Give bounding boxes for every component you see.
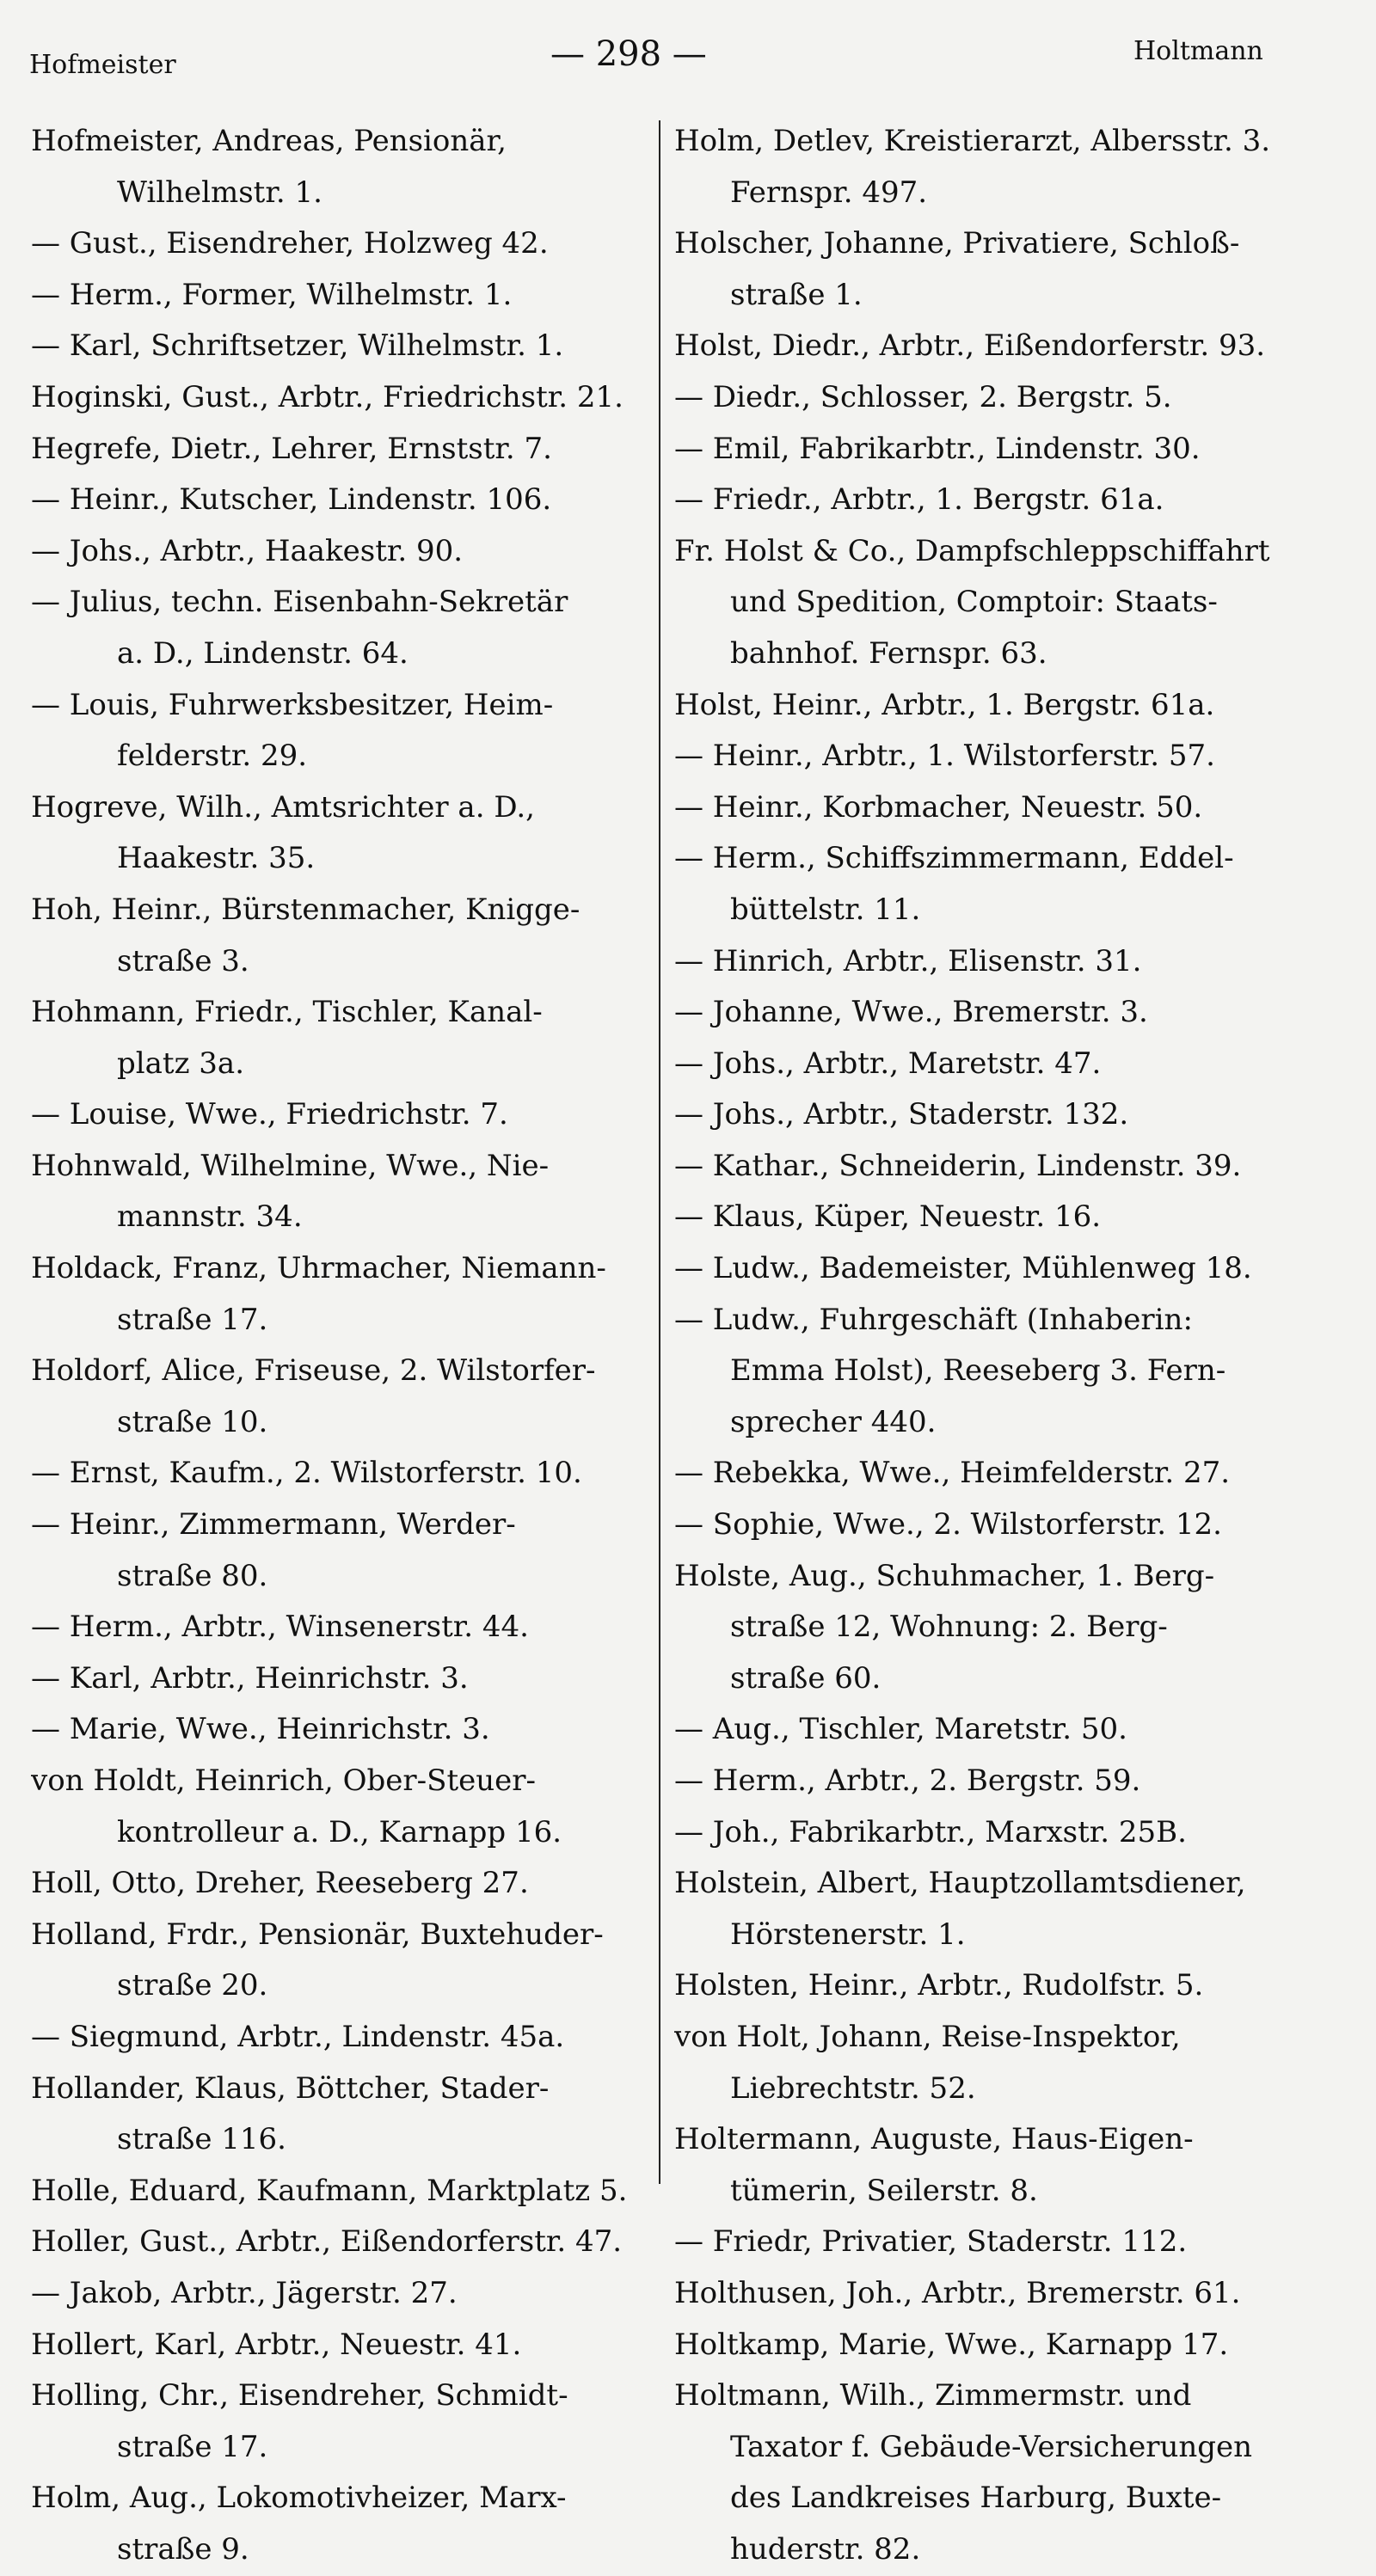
- entry-text: — Herm., Schiffszimmermann, Eddel-: [674, 841, 1234, 876]
- directory-entry: [674, 1551, 1354, 1705]
- entry-line: [674, 936, 1354, 988]
- directory-entry: [674, 2012, 1354, 2114]
- directory-entry: [674, 218, 1354, 321]
- directory-entry: [31, 1602, 663, 1653]
- entry-text: Holste, Aug., Schuhmacher, 1. Berg-: [674, 1558, 1215, 1593]
- entry-line: [31, 2320, 663, 2371]
- directory-entry: [674, 1295, 1354, 1449]
- entry-continuation-line: [674, 2473, 1354, 2524]
- entry-line: [674, 1500, 1354, 1551]
- entry-text: — Louise, Wwe., Friedrichstr. 7.: [31, 1097, 508, 1132]
- entry-text: Holtermann, Auguste, Haus-Eigen-: [674, 2122, 1194, 2157]
- directory-entry: [31, 2012, 663, 2064]
- right-column: [674, 116, 1354, 2576]
- entry-continuation-line: [31, 629, 663, 680]
- entry-continuation-line: [674, 1346, 1354, 1397]
- entry-text: — Herm., Former, Wilhelmstr. 1.: [31, 277, 513, 312]
- directory-entry: [31, 2217, 663, 2268]
- directory-entry: [674, 833, 1354, 935]
- entry-continuation-line: [674, 2064, 1354, 2115]
- entry-text: von Holt, Johann, Reise-Inspektor,: [674, 2019, 1181, 2054]
- entry-text: Hogreve, Wilh., Amtsrichter a. D.,: [31, 789, 535, 825]
- entry-continuation-line: [31, 2422, 663, 2474]
- directory-entry: [674, 1089, 1354, 1141]
- directory-entry: [674, 2371, 1354, 2575]
- page-number: — 298 —: [550, 34, 707, 74]
- directory-entry: [31, 1243, 663, 1346]
- directory-entry: [31, 987, 663, 1089]
- entry-text: — Sophie, Wwe., 2. Wilstorferstr. 12.: [674, 1507, 1222, 1543]
- entry-text: Hohmann, Friedr., Tischler, Kanal-: [31, 995, 543, 1030]
- directory-entry: [674, 782, 1354, 834]
- directory-entry: [674, 372, 1354, 424]
- directory-entry: [31, 1910, 663, 2012]
- directory-entry: [31, 321, 663, 372]
- entry-text: des Landkreises Harburg, Buxte-: [730, 2481, 1222, 2516]
- entry-line: [31, 475, 663, 526]
- entry-continuation-line: [31, 2114, 663, 2166]
- entry-text: Haakestr. 35.: [117, 841, 316, 876]
- entry-continuation-line: [674, 1653, 1354, 1705]
- entry-line: [31, 2268, 663, 2320]
- directory-entry: [674, 116, 1354, 218]
- directory-entry: [31, 1653, 663, 1705]
- directory-entry: [31, 2268, 663, 2320]
- directory-entry: [674, 1500, 1354, 1551]
- entry-text: — Friedr., Arbtr., 1. Bergstr. 61a.: [674, 482, 1164, 518]
- directory-entry: [31, 2320, 663, 2371]
- directory-entry: [674, 424, 1354, 475]
- entry-text: Holling, Chr., Eisendreher, Schmidt-: [31, 2378, 568, 2413]
- entry-continuation-line: [31, 1807, 663, 1859]
- entry-line: [31, 526, 663, 578]
- entry-continuation-line: [674, 1602, 1354, 1653]
- entry-line: [31, 1704, 663, 1756]
- entry-continuation-line: [31, 1192, 663, 1243]
- entry-text: Hollander, Klaus, Böttcher, Stader-: [31, 2070, 550, 2106]
- entry-continuation-line: [31, 731, 663, 782]
- entry-text: Holstein, Albert, Hauptzollamtsdiener,: [674, 1866, 1246, 1901]
- entry-continuation-line: [674, 577, 1354, 629]
- entry-text: Hoginski, Gust., Arbtr., Friedrichstr. 21.: [31, 379, 624, 414]
- entry-line: [31, 2064, 663, 2115]
- entry-text: — Johs., Arbtr., Maretstr. 47.: [674, 1046, 1102, 1081]
- entry-line: [31, 1448, 663, 1500]
- entry-line: [31, 116, 663, 168]
- entry-line: [31, 270, 663, 322]
- directory-entry: [674, 731, 1354, 782]
- entry-line: [31, 218, 663, 270]
- directory-entry: [31, 2064, 663, 2166]
- entry-text: — Aug., Tischler, Maretstr. 50.: [674, 1712, 1127, 1747]
- entry-text: Holst, Heinr., Arbtr., 1. Bergstr. 61a.: [674, 687, 1215, 722]
- entry-line: [674, 1448, 1354, 1500]
- directory-entry: [31, 475, 663, 526]
- directory-entry: [31, 526, 663, 578]
- directory-entry: [31, 1704, 663, 1756]
- entry-line: [674, 2217, 1354, 2268]
- entry-text: Holland, Frdr., Pensionär, Buxtehuder-: [31, 1917, 604, 1952]
- entry-text: Taxator f. Gebäude-Versicherungen: [730, 2429, 1253, 2464]
- entry-line: [674, 1704, 1354, 1756]
- entry-text: — Jakob, Arbtr., Jägerstr. 27.: [31, 2275, 458, 2310]
- entry-text: Holst, Diedr., Arbtr., Eißendorferstr. 93.: [674, 328, 1266, 364]
- entry-text: — Siegmund, Arbtr., Lindenstr. 45a.: [31, 2019, 565, 2054]
- entry-line: [674, 116, 1354, 168]
- entry-text: straße 17.: [117, 2429, 268, 2464]
- directory-entry: [674, 1704, 1354, 1756]
- directory-entry: [674, 526, 1354, 680]
- directory-entry: [674, 936, 1354, 988]
- entry-line: [31, 424, 663, 475]
- entry-line: [674, 2268, 1354, 2320]
- entry-text: — Marie, Wwe., Heinrichstr. 3.: [31, 1712, 490, 1747]
- entry-text: straße 1.: [730, 277, 863, 312]
- entry-text: Wilhelmstr. 1.: [117, 175, 322, 210]
- entry-text: straße 17.: [117, 1302, 268, 1337]
- entry-text: — Kathar., Schneiderin, Lindenstr. 39.: [674, 1148, 1242, 1183]
- directory-entry: [31, 885, 663, 987]
- entry-continuation-line: [674, 2422, 1354, 2474]
- entry-text: — Klaus, Küper, Neuestr. 16.: [674, 1199, 1102, 1235]
- entry-line: [674, 680, 1354, 732]
- entry-text: — Herm., Arbtr., 2. Bergstr. 59.: [674, 1763, 1141, 1798]
- entry-text: Holscher, Johanne, Privatiere, Schloß-: [674, 226, 1240, 261]
- entry-line: [31, 885, 663, 936]
- entry-line: [674, 424, 1354, 475]
- entry-line: [674, 1039, 1354, 1090]
- entry-line: [31, 2217, 663, 2268]
- entry-text: Hegrefe, Dietr., Lehrer, Ernststr. 7.: [31, 431, 552, 466]
- entry-line: [674, 2371, 1354, 2422]
- entry-text: — Johs., Arbtr., Staderstr. 132.: [674, 1097, 1129, 1132]
- entry-line: [31, 1500, 663, 1551]
- running-head-left: Hofmeister: [29, 50, 176, 80]
- entry-line: [674, 372, 1354, 424]
- entry-line: [31, 1089, 663, 1141]
- directory-entry: [31, 577, 663, 679]
- entry-line: [31, 321, 663, 372]
- entry-line: [31, 987, 663, 1039]
- entry-line: [674, 782, 1354, 834]
- entry-line: [31, 782, 663, 834]
- directory-entry: [674, 987, 1354, 1039]
- entry-text: — Karl, Arbtr., Heinrichstr. 3.: [31, 1660, 469, 1696]
- entry-text: — Ludw., Bademeister, Mühlenweg 18.: [674, 1251, 1252, 1286]
- directory-entry: [31, 218, 663, 270]
- entry-line: [674, 1756, 1354, 1807]
- entry-line: [31, 1346, 663, 1397]
- entry-line: [31, 2166, 663, 2217]
- entry-text: tümerin, Seilerstr. 8.: [730, 2173, 1038, 2208]
- entry-line: [31, 2371, 663, 2422]
- entry-text: mannstr. 34.: [117, 1199, 303, 1235]
- entry-text: — Heinr., Kutscher, Lindenstr. 106.: [31, 482, 552, 518]
- directory-entry: [674, 1960, 1354, 2012]
- entry-text: — Johs., Arbtr., Haakestr. 90.: [31, 533, 464, 568]
- directory-entry: [674, 475, 1354, 526]
- entry-text: straße 116.: [117, 2122, 286, 2157]
- entry-line: [31, 372, 663, 424]
- entry-text: — Heinr., Zimmermann, Werder-: [31, 1507, 516, 1543]
- entry-text: Holtmann, Wilh., Zimmermstr. und: [674, 2378, 1192, 2413]
- entry-continuation-line: [674, 1910, 1354, 1961]
- entry-continuation-line: [674, 885, 1354, 936]
- entry-continuation-line: [31, 1397, 663, 1449]
- entry-line: [31, 2473, 663, 2524]
- entry-line: [674, 1551, 1354, 1603]
- entry-text: büttelstr. 11.: [730, 892, 921, 927]
- entry-continuation-line: [31, 1295, 663, 1346]
- directory-entry: [31, 270, 663, 322]
- entry-text: kontrolleur a. D., Karnapp 16.: [117, 1814, 562, 1849]
- left-column: [31, 116, 663, 2576]
- directory-entry: [31, 2166, 663, 2217]
- directory-entry: [674, 2320, 1354, 2371]
- directory-entry: [674, 1141, 1354, 1193]
- entry-text: — Gust., Eisendreher, Holzweg 42.: [31, 226, 549, 261]
- entry-line: [674, 1858, 1354, 1910]
- entry-line: [31, 1602, 663, 1653]
- entry-text: Emma Holst), Reeseberg 3. Fern-: [730, 1353, 1226, 1389]
- running-head-right: Holtmann: [1133, 36, 1263, 66]
- directory-entry: [674, 1243, 1354, 1295]
- directory-entry: [674, 1448, 1354, 1500]
- entry-line: [674, 2114, 1354, 2166]
- entry-line: [674, 1192, 1354, 1243]
- entry-continuation-line: [674, 629, 1354, 680]
- entry-continuation-line: [31, 936, 663, 988]
- entry-text: straße 12, Wohnung: 2. Berg-: [730, 1610, 1168, 1645]
- directory-entry: [674, 2268, 1354, 2320]
- directory-entry: [31, 424, 663, 475]
- directory-entry: [674, 680, 1354, 732]
- entry-text: Holler, Gust., Arbtr., Eißendorferstr. 47.: [31, 2224, 623, 2260]
- entry-text: Liebrechtstr. 52.: [730, 2070, 976, 2106]
- entry-continuation-line: [31, 1960, 663, 2012]
- directory-entry: [31, 2371, 663, 2473]
- entry-line: [674, 2012, 1354, 2064]
- entry-text: a. D., Lindenstr. 64.: [117, 635, 408, 671]
- entry-continuation-line: [674, 168, 1354, 219]
- entry-text: — Heinr., Arbtr., 1. Wilstorferstr. 57.: [674, 739, 1215, 774]
- entry-line: [674, 2320, 1354, 2371]
- entry-line: [674, 987, 1354, 1039]
- entry-text: — Louis, Fuhrwerksbesitzer, Heim-: [31, 687, 554, 722]
- entry-line: [31, 1910, 663, 1961]
- entry-text: platz 3a.: [117, 1046, 245, 1081]
- directory-entry: [674, 1192, 1354, 1243]
- entry-text: von Holdt, Heinrich, Ober-Steuer-: [31, 1763, 536, 1798]
- entry-line: [31, 1243, 663, 1295]
- entry-text: huderstr. 82.: [730, 2531, 921, 2567]
- entry-text: — Hinrich, Arbtr., Elisenstr. 31.: [674, 943, 1142, 978]
- directory-entry: [31, 116, 663, 218]
- entry-text: Holdorf, Alice, Friseuse, 2. Wilstorfer-: [31, 1353, 596, 1389]
- entry-text: — Johanne, Wwe., Bremerstr. 3.: [674, 995, 1148, 1030]
- entry-text: straße 9.: [117, 2531, 249, 2567]
- entry-text: — Karl, Schriftsetzer, Wilhelmstr. 1.: [31, 328, 564, 364]
- entry-line: [674, 1243, 1354, 1295]
- entry-text: Hollert, Karl, Arbtr., Neuestr. 41.: [31, 2327, 522, 2362]
- entry-continuation-line: [31, 2524, 663, 2576]
- entry-text: — Herm., Arbtr., Winsenerstr. 44.: [31, 1610, 529, 1645]
- entry-text: straße 20.: [117, 1968, 268, 2003]
- directory-entry: [31, 1858, 663, 1910]
- directory-entry: [31, 782, 663, 885]
- entry-line: [31, 2012, 663, 2064]
- entry-text: felderstr. 29.: [117, 739, 308, 774]
- entry-line: [674, 475, 1354, 526]
- entry-continuation-line: [31, 168, 663, 219]
- entry-text: bahnhof. Fernspr. 63.: [730, 635, 1047, 671]
- entry-text: — Rebekka, Wwe., Heimfelderstr. 27.: [674, 1456, 1231, 1491]
- entry-line: [674, 731, 1354, 782]
- entry-text: Holtkamp, Marie, Wwe., Karnapp 17.: [674, 2327, 1229, 2362]
- entry-text: Holdack, Franz, Uhrmacher, Niemann-: [31, 1251, 606, 1286]
- entry-line: [674, 1089, 1354, 1141]
- entry-line: [674, 1141, 1354, 1193]
- entry-line: [674, 526, 1354, 578]
- entry-text: straße 10.: [117, 1404, 268, 1439]
- entry-continuation-line: [674, 270, 1354, 322]
- entry-line: [31, 1858, 663, 1910]
- directory-entry: [674, 1807, 1354, 1859]
- entry-continuation-line: [674, 2166, 1354, 2217]
- entry-text: Holthusen, Joh., Arbtr., Bremerstr. 61.: [674, 2275, 1241, 2310]
- entry-text: Holle, Eduard, Kaufmann, Marktplatz 5.: [31, 2173, 628, 2208]
- entry-line: [31, 1756, 663, 1807]
- entry-text: straße 60.: [730, 1660, 882, 1696]
- directory-entry: [31, 1756, 663, 1858]
- directory-entry: [674, 1039, 1354, 1090]
- entry-text: Holl, Otto, Dreher, Reeseberg 27.: [31, 1866, 529, 1901]
- directory-entry: [31, 680, 663, 782]
- entry-line: [674, 218, 1354, 270]
- entry-continuation-line: [674, 2524, 1354, 2576]
- entry-text: — Friedr, Privatier, Staderstr. 112.: [674, 2224, 1188, 2260]
- entry-text: — Emil, Fabrikarbtr., Lindenstr. 30.: [674, 431, 1201, 466]
- directory-entry: [31, 372, 663, 424]
- entry-text: Hoh, Heinr., Bürstenmacher, Knigge-: [31, 892, 580, 927]
- entry-text: sprecher 440.: [730, 1404, 937, 1439]
- entry-line: [674, 1807, 1354, 1859]
- entry-continuation-line: [31, 833, 663, 885]
- directory-entry: [674, 1756, 1354, 1807]
- directory-entry: [674, 2114, 1354, 2217]
- entry-line: [31, 1141, 663, 1193]
- entry-text: Holm, Aug., Lokomotivheizer, Marx-: [31, 2481, 567, 2516]
- directory-entry: [31, 1448, 663, 1500]
- entry-line: [674, 1295, 1354, 1346]
- entry-text: — Ernst, Kaufm., 2. Wilstorferstr. 10.: [31, 1456, 582, 1491]
- entry-text: Fr. Holst & Co., Dampfschleppschiffahrt: [674, 533, 1270, 568]
- entry-line: [31, 577, 663, 629]
- entry-line: [674, 321, 1354, 372]
- entry-text: Holm, Detlev, Kreistierarzt, Albersstr. 3.: [674, 124, 1271, 158]
- entry-line: [31, 1653, 663, 1705]
- directory-entry: [31, 1346, 663, 1448]
- entry-text: straße 3.: [117, 943, 249, 978]
- entry-line: [31, 680, 663, 732]
- entry-text: Hörstenerstr. 1.: [730, 1917, 966, 1952]
- directory-entry: [674, 1858, 1354, 1960]
- directory-entry: [31, 1141, 663, 1243]
- directory-entry: [31, 2473, 663, 2575]
- entry-text: — Diedr., Schlosser, 2. Bergstr. 5.: [674, 379, 1172, 414]
- directory-entry: [31, 1089, 663, 1141]
- entry-text: — Julius, techn. Eisenbahn-Sekretär: [31, 585, 568, 620]
- entry-text: straße 80.: [117, 1558, 268, 1593]
- entry-text: Hofmeister, Andreas, Pensionär,: [31, 124, 507, 158]
- directory-entry: [31, 1500, 663, 1602]
- entry-text: Hohnwald, Wilhelmine, Wwe., Nie-: [31, 1148, 550, 1183]
- entry-text: — Ludw., Fuhrgeschäft (Inhaberin:: [674, 1302, 1193, 1337]
- entry-continuation-line: [674, 1397, 1354, 1449]
- entry-text: Fernspr. 497.: [730, 175, 928, 210]
- entry-line: [674, 1960, 1354, 2012]
- entry-text: — Joh., Fabrikarbtr., Marxstr. 25B.: [674, 1814, 1187, 1849]
- directory-entry: [674, 321, 1354, 372]
- entry-continuation-line: [31, 1551, 663, 1603]
- directory-entry: [674, 2217, 1354, 2268]
- entry-text: und Spedition, Comptoir: Staats-: [730, 585, 1218, 620]
- entry-line: [674, 833, 1354, 885]
- entry-text: — Heinr., Korbmacher, Neuestr. 50.: [674, 789, 1203, 825]
- entry-continuation-line: [31, 1039, 663, 1090]
- entry-text: Holsten, Heinr., Arbtr., Rudolfstr. 5.: [674, 1968, 1204, 2003]
